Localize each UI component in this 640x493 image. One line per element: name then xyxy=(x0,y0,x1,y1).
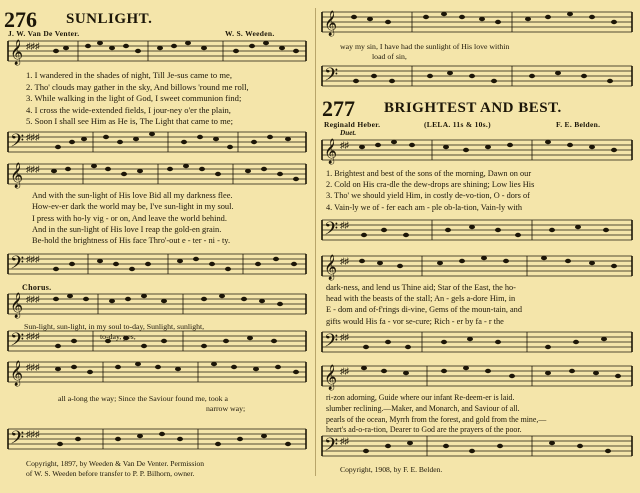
chorus-line-1: Sun-light, sun-light, in my soul to-day, Sunlight, sunlight, xyxy=(24,322,205,331)
svg-text:♯♯♯: ♯♯♯ xyxy=(26,132,40,142)
verse-line: 1. Brightest and best of the sons of the morning, Dawn on our xyxy=(326,169,532,178)
copyright-line-1: Copyright, 1897, by Weeden & Van De Venter. Permission xyxy=(26,459,205,468)
hymn-composer: F. E. Belden. xyxy=(556,120,601,129)
verse-line: And in the sun-light of His love I reap the gold-en grain. xyxy=(32,224,222,234)
verse-line: dark-ness, and lend us Thine aid; Star of the East, the ho- xyxy=(326,283,516,292)
music-staff xyxy=(8,327,306,357)
verse-line: 2. Tho' clouds may gather in the sky, And billows 'round me roll, xyxy=(26,81,249,92)
verse-line: 4. Vain-ly we of - fer each am - ple ob-la-tion, Vain-ly with xyxy=(326,202,522,212)
verse-lines-277-c xyxy=(326,393,546,436)
svg-text:𝄞: 𝄞 xyxy=(10,39,24,64)
svg-text:𝄞: 𝄞 xyxy=(324,138,338,163)
verse-line: 3. Tho' we should yield Him, in costly de-vo-tion, O - dors of xyxy=(326,191,530,201)
svg-text:𝄢: 𝄢 xyxy=(324,330,339,355)
verse-line: gifts would His fa - vor se-cure; Rich - er by fa - r the xyxy=(326,316,504,326)
svg-text:𝄞: 𝄞 xyxy=(10,360,24,385)
verse-line: ri-zon adorning, Guide where our infant Re-deem-er is laid. xyxy=(326,393,515,402)
hymn-number-277: 277 xyxy=(322,96,355,121)
svg-text:𝄢: 𝄢 xyxy=(10,427,25,452)
music-staff xyxy=(8,358,306,388)
verse-line: 2. Cold on His cra-dle the dew-drops are shining; Low lies His xyxy=(326,180,535,190)
verse-line: 1. I wandered in the shades of night, Till Je-sus came to me, xyxy=(26,70,232,80)
verse-line: slumber reclining.—Maker, and Monarch, and Saviour of all. xyxy=(326,403,520,413)
svg-text:𝄢: 𝄢 xyxy=(324,434,339,459)
verse-line: 5. Soon I shall see Him as He is, The Light that came to me; xyxy=(26,116,234,126)
verse-line: Be-hold the brightness of His face Thro'-out e - ter - ni - ty. xyxy=(32,236,231,246)
hymn-tune: (LELA. 11s & 10s.) xyxy=(424,120,491,129)
duet-marking: Duet. xyxy=(340,129,357,137)
continuation-line-1: way my sin, I have had the sunlight of His love within xyxy=(340,42,510,51)
svg-text:♯♯♯: ♯♯♯ xyxy=(26,331,40,341)
music-staff xyxy=(322,432,632,462)
svg-text:𝄢: 𝄢 xyxy=(324,218,339,243)
svg-text:𝄢: 𝄢 xyxy=(10,329,25,354)
music-staff xyxy=(322,216,632,246)
music-staff xyxy=(322,252,632,282)
verse-lines-b xyxy=(32,190,234,246)
svg-text:♯♯♯: ♯♯♯ xyxy=(26,294,40,304)
verse-line: head with the beasts of the stall; An - gels a-dore Him, in xyxy=(326,294,516,304)
verse-lines-a xyxy=(26,70,249,128)
verse-lines-277-b xyxy=(326,282,522,327)
svg-text:𝄞: 𝄞 xyxy=(324,364,338,389)
verse-lines-277-a xyxy=(326,168,534,213)
svg-text:𝄞: 𝄞 xyxy=(324,254,338,279)
svg-text:♯♯♯: ♯♯♯ xyxy=(26,41,40,51)
music-staff xyxy=(8,37,306,67)
svg-text:♯♯♯: ♯♯♯ xyxy=(26,164,40,174)
svg-text:♯♯: ♯♯ xyxy=(340,366,349,376)
verse-line: 4. I cross the wide-extended fields, I jour-ney o'er the plain, xyxy=(26,104,231,115)
hymn-title-sunlight: SUNLIGHT. xyxy=(66,11,153,27)
verse-line: E - dom and of-f'rings di-vine, Gems of the moun-tain, and xyxy=(326,305,522,315)
chorus-line-1b: to-day, yes, xyxy=(100,332,136,341)
music-staff xyxy=(322,328,632,358)
svg-text:♯♯: ♯♯ xyxy=(340,140,349,150)
verse-line: heart's ad-o-ra-tion, Dearer to God are the prayers of the poor. xyxy=(326,425,522,435)
verse-line: And with the sun-light of His love Bid all my darkness flee. xyxy=(32,191,233,200)
svg-text:𝄞: 𝄞 xyxy=(10,292,24,317)
svg-text:𝄞: 𝄞 xyxy=(10,162,24,187)
svg-text:♯♯: ♯♯ xyxy=(340,332,349,342)
music-staff xyxy=(322,362,632,392)
svg-text:♯♯♯: ♯♯♯ xyxy=(26,362,40,372)
hymn-author: Reginald Heber. xyxy=(324,120,381,129)
copyright-277: Copyright, 1908, by F. E. Belden. xyxy=(340,465,443,474)
svg-text:𝄢: 𝄢 xyxy=(10,252,25,277)
music-staff xyxy=(8,290,306,320)
verse-line: How-ev-er dark the world may be, I've sun-light in my soul. xyxy=(32,202,234,212)
chorus-line-2: all a-long the way; Since the Saviour found me, took a xyxy=(58,394,228,403)
svg-text:♯♯: ♯♯ xyxy=(340,220,349,230)
column-divider xyxy=(315,8,316,476)
copyright-line-2: of W. S. Weeden before transfer to P. P. Bilhorn, owner. xyxy=(26,469,195,478)
svg-text:♯♯♯: ♯♯♯ xyxy=(26,254,40,264)
chorus-line-2b: narrow way; xyxy=(206,404,246,413)
music-staff xyxy=(322,136,632,166)
svg-text:𝄞: 𝄞 xyxy=(324,10,338,35)
music-staff xyxy=(8,160,306,190)
continuation-line-2: load of sin, xyxy=(372,52,407,61)
music-staff xyxy=(322,62,632,92)
hymn-title-brightest: BRIGHTEST AND BEST. xyxy=(384,100,562,116)
hymn-author: J. W. Van De Venter. xyxy=(8,29,80,38)
verse-line: I press with ho-ly vig - or on, And leave the world behind. xyxy=(32,213,227,223)
verse-line: 3. While walking in the light of God, I sweet communion find; xyxy=(26,93,242,103)
svg-text:♯♯: ♯♯ xyxy=(340,436,349,446)
svg-text:𝄢: 𝄢 xyxy=(10,130,25,155)
music-staff xyxy=(8,250,306,280)
music-staff xyxy=(8,425,306,455)
svg-text:♯♯: ♯♯ xyxy=(340,256,349,266)
music-staff xyxy=(322,8,632,38)
hymn-composer: W. S. Weeden. xyxy=(225,29,275,38)
svg-text:♯♯♯: ♯♯♯ xyxy=(26,429,40,439)
svg-text:𝄢: 𝄢 xyxy=(324,64,339,89)
chorus-label: Chorus. xyxy=(22,283,52,292)
hymn-number-276: 276 xyxy=(4,7,37,32)
music-staff xyxy=(8,128,306,158)
verse-line: pearls of the ocean, Myrrh from the forest, and gold from the mine,— xyxy=(326,414,547,424)
